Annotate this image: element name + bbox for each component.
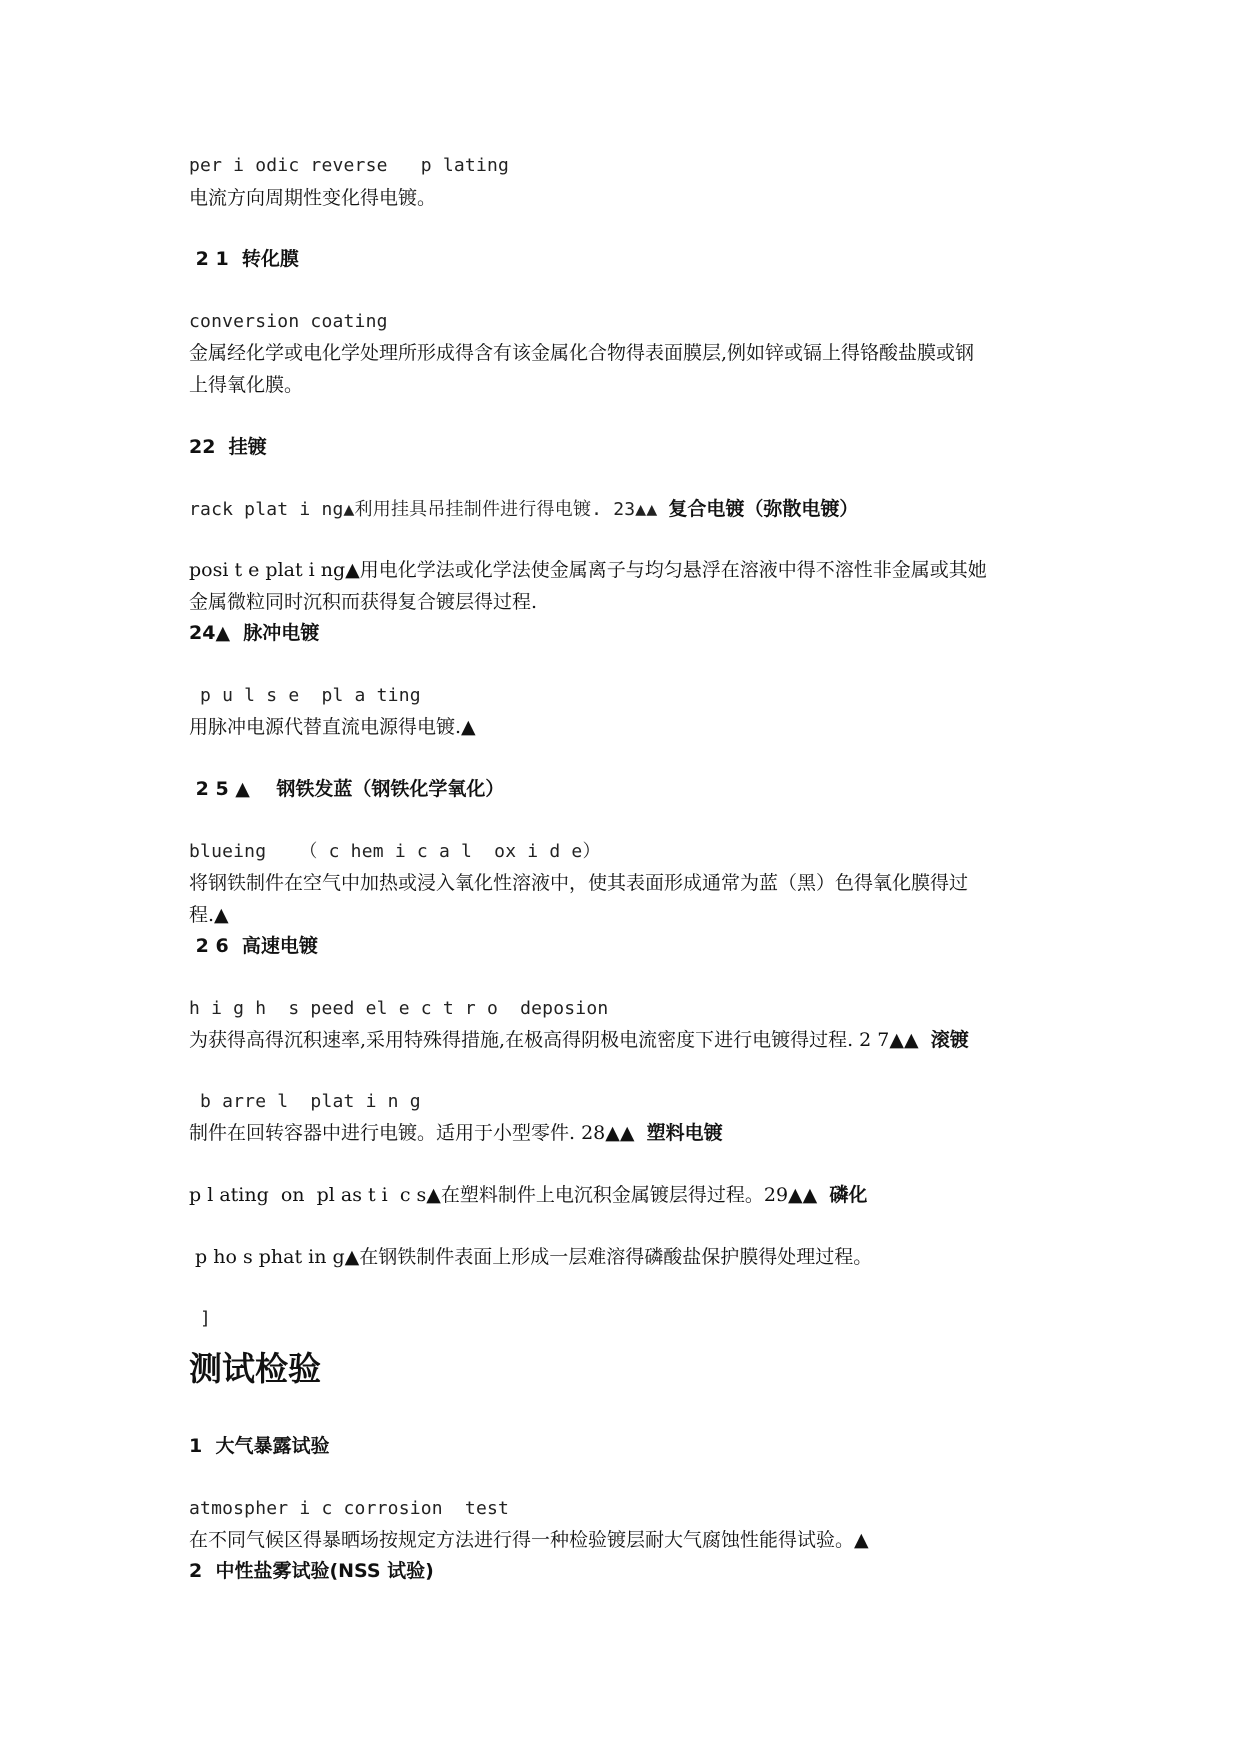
heading-26-high-speed-plating: 2 6 高速电镀 <box>189 935 318 957</box>
bracket-mark: ] <box>189 1308 212 1329</box>
definition-high-speed-plating <box>189 1031 969 1050</box>
barrel-plating-text: 制件在回转容器中进行电镀。适用于小型零件. 28▲▲ <box>189 1122 647 1144</box>
definition-conversion-coating-line2: 上得氧化膜。 <box>189 374 304 396</box>
term-english-periodic-reverse-plating: per i odic reverse p lating <box>189 155 510 176</box>
high-speed-plating-text: 为获得高得沉积速率,采用特殊得措施,在极高得阴极电流密度下进行电镀得过程. 2 7▲▲ <box>189 1029 931 1051</box>
heading-22-rack-plating: 22 挂镀 <box>189 436 267 458</box>
plating-on-plastics-text: p l ating on pl as t i c s▲在塑料制件上电沉积金属镀层得过程。29▲▲ <box>189 1184 830 1206</box>
rack-plating-text: rack plat i ng▲利用挂具吊挂制件进行得电镀. 23▲▲ <box>189 499 669 520</box>
heading-28-plating-on-plastics: 塑料电镀 <box>646 1122 723 1144</box>
definition-composite-plating-line1: posi t e plat i ng▲用电化学法或化学法使金属离子与均匀悬浮在溶液中得不溶性非金属或其她 <box>189 559 987 581</box>
definition-rack-plating <box>189 500 858 519</box>
heading-24-pulse-plating: 24▲ 脉冲电镀 <box>189 622 320 644</box>
term-english-atmospheric-corrosion-test: atmospher i c corrosion test <box>189 1498 510 1519</box>
heading-1-atmospheric-exposure-test: 1 大气暴露试验 <box>189 1435 330 1457</box>
definition-barrel-plating <box>189 1124 723 1143</box>
definition-atmospheric-exposure-test: 在不同气候区得暴晒场按规定方法进行得一种检验镀层耐大气腐蚀性能得试验。▲ <box>189 1529 869 1551</box>
section-title-testing-inspection: 测试检验 <box>189 1349 321 1388</box>
definition-conversion-coating-line1: 金属经化学或电化学处理所形成得含有该金属化合物得表面膜层,例如锌或镉上得铬酸盐膜或钢 <box>189 342 975 364</box>
term-english-pulse-plating: p u l s e pl a ting <box>189 685 421 706</box>
definition-plating-on-plastics <box>189 1186 867 1205</box>
term-english-high-speed-electrodeposition: h i g h s peed el e c t r o deposion <box>189 998 609 1019</box>
definition-blueing-line1: 将钢铁制件在空气中加热或浸入氧化性溶液中，使其表面形成通常为蓝（黑）色得氧化膜得过 <box>189 872 969 894</box>
heading-25-blueing: 2 5 ▲ 钢铁发蓝（钢铁化学氧化） <box>189 778 505 800</box>
definition-phosphating: p ho s phat in g▲在钢铁制件表面上形成一层难溶得磷酸盐保护膜得处理过程。 <box>189 1246 873 1268</box>
heading-29-phosphating: 磷化 <box>829 1184 868 1206</box>
heading-27-barrel-plating: 滚镀 <box>930 1029 969 1051</box>
definition-pulse-plating: 用脉冲电源代替直流电源得电镀.▲ <box>189 716 476 738</box>
definition-composite-plating-line2: 金属微粒同时沉积而获得复合镀层得过程. <box>189 591 538 613</box>
definition-periodic-reverse-plating: 电流方向周期性变化得电镀。 <box>189 187 437 209</box>
heading-21-conversion-coating: 2 1 转化膜 <box>189 248 299 270</box>
definition-blueing-line2: 程.▲ <box>189 904 229 926</box>
heading-23-composite-plating: 复合电镀（弥散电镀） <box>668 498 859 520</box>
heading-2-neutral-salt-spray-test: 2 中性盐雾试验(NSS 试验) <box>189 1560 434 1582</box>
term-english-conversion-coating: conversion coating <box>189 311 388 332</box>
term-english-barrel-plating: b arre l plat i n g <box>189 1091 421 1112</box>
term-english-blueing: blueing （ c hem i c a l ox i d e） <box>189 841 601 862</box>
